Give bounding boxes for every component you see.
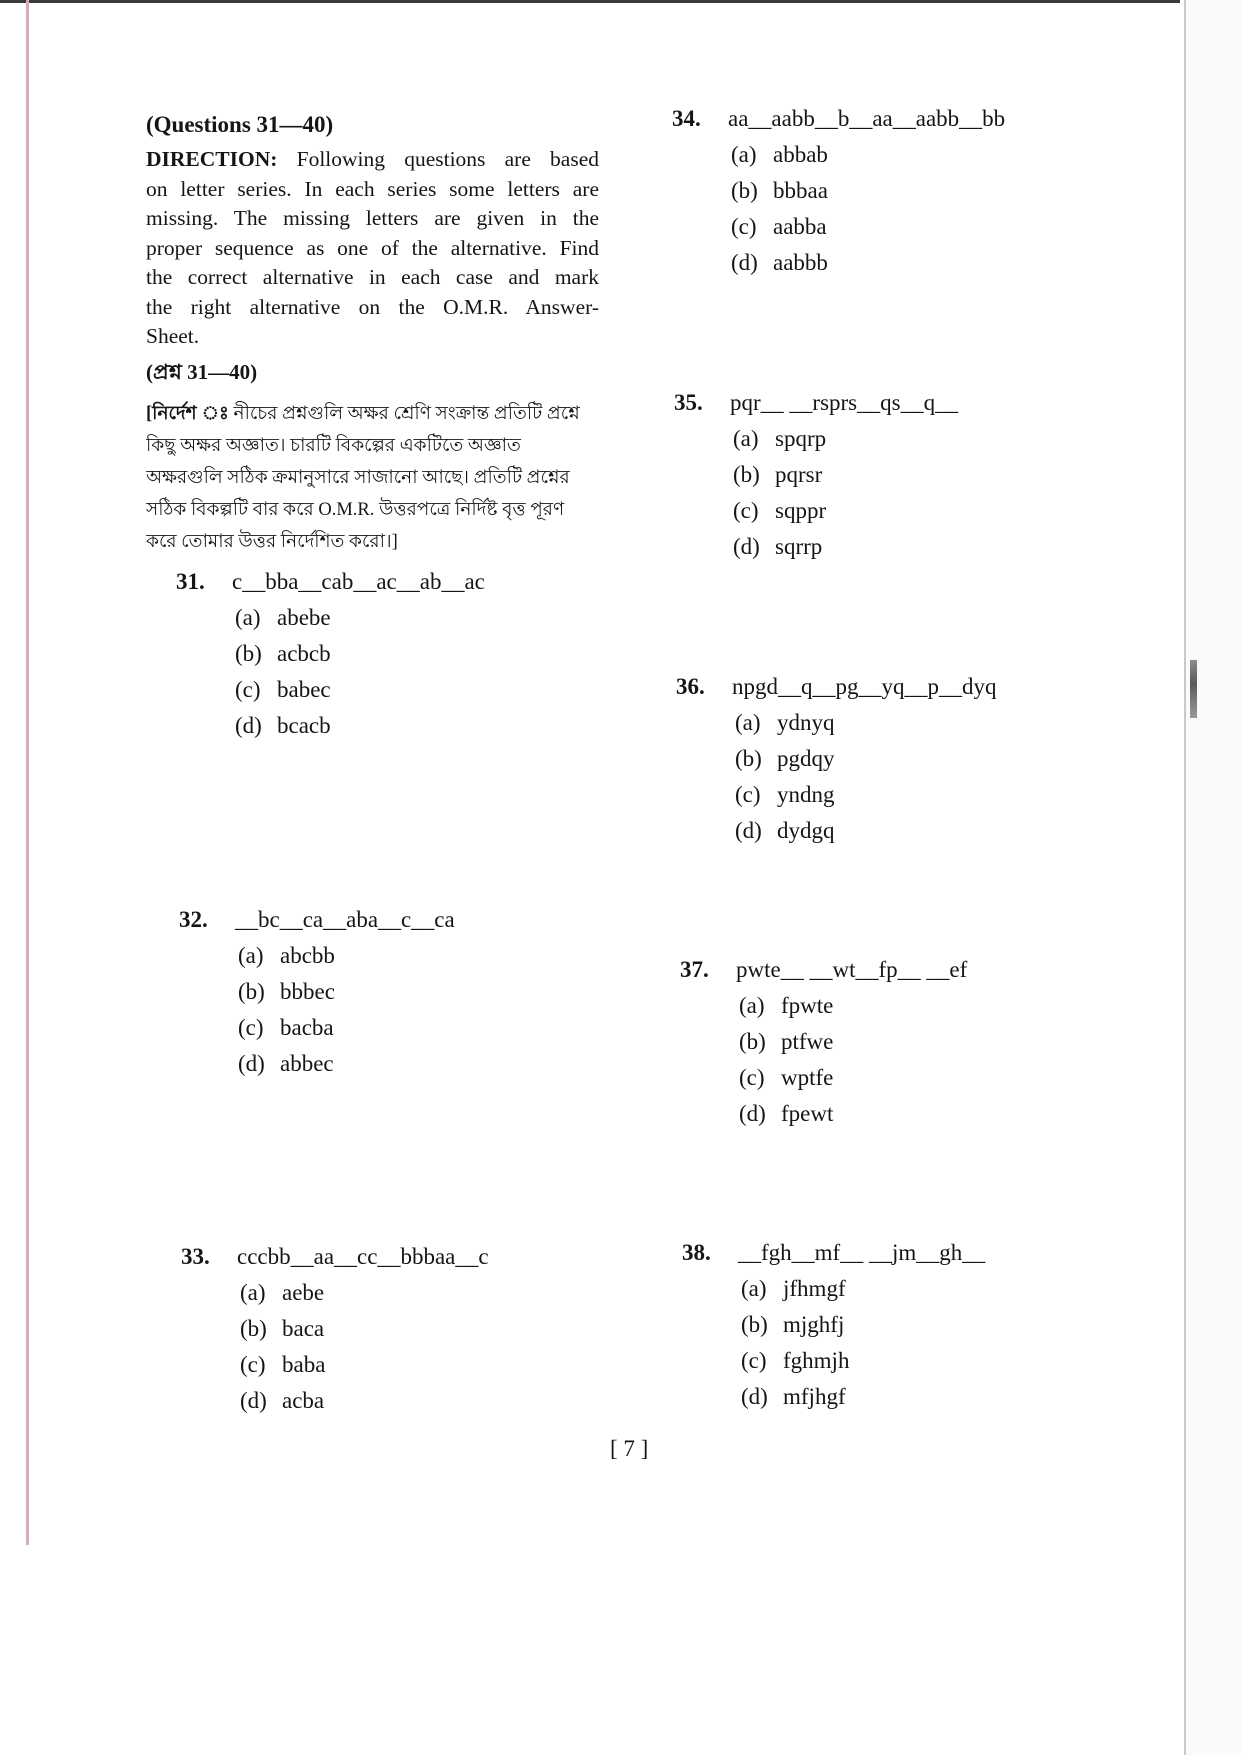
option-label: (a)	[238, 943, 264, 968]
option-text: aabbb	[773, 250, 828, 275]
option-label: (c)	[731, 214, 757, 239]
option-label: (d)	[238, 1051, 265, 1076]
option-text: sqppr	[775, 498, 827, 523]
option-text: spqrp	[775, 426, 827, 451]
option-label: (b)	[741, 1312, 768, 1337]
question-36	[676, 669, 997, 849]
option-text: abbec	[280, 1051, 334, 1076]
option-text: dydgq	[777, 818, 835, 843]
direction-bengali-label: [নির্দেশ ঃ	[146, 404, 229, 424]
question-series: pwte__ __wt__fp__ __ef	[736, 957, 968, 982]
option-label: (b)	[735, 746, 762, 771]
option-d	[179, 1046, 455, 1082]
question-series: pqr__ __rsprs__qs__q__	[730, 390, 959, 415]
option-label: (b)	[733, 462, 760, 487]
direction-line: the right alternative on the O.M.R. Answer-	[146, 294, 599, 319]
direction-bengali-line: কিছু অক্ষর অজ্ঞাত। চারটি বিকল্পের একটিতে অজ্ঞাত	[146, 436, 521, 456]
option-label: (c)	[741, 1348, 767, 1373]
option-c	[674, 493, 958, 529]
question-series: cccbb__aa__cc__bbbaa__c	[237, 1244, 489, 1269]
option-label: (b)	[238, 979, 265, 1004]
option-label: (c)	[739, 1065, 765, 1090]
direction-bengali-line	[146, 398, 606, 430]
option-label: (c)	[735, 782, 761, 807]
question-series: npgd__q__pg__yq__p__dyq	[732, 674, 997, 699]
section-title: (Questions 31—40)	[146, 112, 334, 137]
direction-bengali-line: করে তোমার উত্তর নির্দেশিত করো।]	[146, 532, 398, 552]
option-label: (d)	[741, 1384, 768, 1409]
scan-right-margin	[1186, 0, 1242, 1755]
option-label: (a)	[735, 710, 761, 735]
scan-left-edge	[26, 0, 29, 1545]
scan-edge-mark	[1190, 660, 1197, 718]
direction-line: missing. The missing letters are given in the	[146, 206, 599, 230]
option-c	[181, 1347, 489, 1383]
option-b	[674, 457, 958, 493]
option-text: aebe	[282, 1280, 325, 1305]
question-37	[680, 952, 967, 1132]
option-label: (d)	[235, 713, 262, 738]
option-a	[676, 705, 997, 741]
option-d	[672, 245, 1005, 281]
option-text: fpewt	[781, 1101, 834, 1126]
option-d	[181, 1383, 489, 1419]
direction-line	[146, 145, 599, 175]
option-c	[179, 1010, 455, 1046]
option-text: mjghfj	[783, 1312, 845, 1337]
option-b	[181, 1311, 489, 1347]
option-label: (b)	[739, 1029, 766, 1054]
option-text: baba	[282, 1352, 326, 1377]
option-d	[674, 529, 958, 565]
option-a	[674, 421, 958, 457]
option-text: ptfwe	[781, 1029, 834, 1054]
option-b	[672, 173, 1005, 209]
direction-bengali-line: সঠিক বিকল্পটি বার করে O.M.R. উত্তরপত্রে নির্দিষ্ট বৃত্ত পূরণ	[146, 500, 565, 520]
question-series: c__bba__cab__ac__ab__ac	[232, 569, 485, 594]
option-a	[682, 1271, 985, 1307]
option-a	[672, 137, 1005, 173]
option-a	[176, 600, 485, 636]
direction-line: proper sequence as one of the alternative. Find	[146, 235, 599, 260]
direction-bengali-line-text: নীচের প্রশ্নগুলি অক্ষর শ্রেণি সংক্রান্ত প্রতিটি প্রশ্নে	[233, 404, 580, 424]
question-35	[674, 385, 958, 565]
option-label: (b)	[235, 641, 262, 666]
option-label: (d)	[739, 1101, 766, 1126]
direction-text-bengali	[146, 398, 606, 558]
option-text: abebe	[277, 605, 331, 630]
option-text: jfhmgf	[783, 1276, 846, 1301]
question-number: 37.	[680, 957, 709, 982]
scan-top-edge	[0, 0, 1180, 3]
option-text: mfjhgf	[783, 1384, 846, 1409]
option-label: (a)	[739, 993, 765, 1018]
option-text: acba	[282, 1388, 325, 1413]
question-number: 35.	[674, 390, 703, 415]
direction-text	[146, 145, 599, 352]
option-b	[682, 1307, 985, 1343]
option-label: (d)	[733, 534, 760, 559]
option-c	[176, 672, 485, 708]
option-text: sqrrp	[775, 534, 823, 559]
option-a	[680, 988, 967, 1024]
option-label: (a)	[733, 426, 759, 451]
option-text: fpwte	[781, 993, 834, 1018]
option-c	[676, 777, 997, 813]
option-text: bbbec	[280, 979, 335, 1004]
direction-bengali-line: অক্ষরগুলি সঠিক ক্রমানুসারে সাজানো আছে। প্রতিটি প্রশ্নের	[146, 468, 570, 488]
option-a	[181, 1275, 489, 1311]
option-d	[680, 1096, 967, 1132]
option-text: baca	[282, 1316, 325, 1341]
option-d	[682, 1379, 985, 1415]
page-number: [ 7 ]	[610, 1436, 649, 1461]
option-text: babec	[277, 677, 331, 702]
scan-right-edge	[1184, 0, 1186, 1755]
question-number: 34.	[672, 106, 701, 131]
option-text: bbbaa	[773, 178, 828, 203]
option-label: (c)	[240, 1352, 266, 1377]
option-label: (d)	[240, 1388, 267, 1413]
option-label: (d)	[735, 818, 762, 843]
option-label: (c)	[238, 1015, 264, 1040]
option-a	[179, 938, 455, 974]
direction-line: the correct alternative in each case and mark	[146, 265, 599, 289]
option-text: abcbb	[280, 943, 335, 968]
option-text: ydnyq	[777, 710, 835, 735]
question-38	[682, 1235, 985, 1415]
option-text: yndng	[777, 782, 835, 807]
option-text: pqrsr	[775, 462, 823, 487]
option-c	[682, 1343, 985, 1379]
question-32	[179, 902, 455, 1082]
option-label: (a)	[731, 142, 757, 167]
question-series: __bc__ca__aba__c__ca	[235, 907, 455, 932]
option-b	[179, 974, 455, 1010]
option-d	[176, 708, 485, 744]
option-c	[672, 209, 1005, 245]
option-text: aabba	[773, 214, 827, 239]
question-34	[672, 101, 1005, 281]
option-text: acbcb	[277, 641, 331, 666]
question-33	[181, 1239, 489, 1419]
section-title-bengali: (প্রশ্ন 31—40)	[146, 360, 258, 384]
option-label: (c)	[235, 677, 261, 702]
question-number: 33.	[181, 1244, 210, 1269]
question-series: aa__aabb__b__aa__aabb__bb	[728, 106, 1006, 131]
option-b	[176, 636, 485, 672]
question-number: 38.	[682, 1240, 711, 1265]
direction-line-text: Following questions are based	[296, 147, 600, 171]
option-label: (a)	[741, 1276, 767, 1301]
option-text: fghmjh	[783, 1348, 850, 1373]
option-label: (a)	[240, 1280, 266, 1305]
option-label: (a)	[235, 605, 261, 630]
option-text: wptfe	[781, 1065, 834, 1090]
option-label: (d)	[731, 250, 758, 275]
option-text: bacba	[280, 1015, 334, 1040]
question-31	[176, 564, 485, 744]
option-text: abbab	[773, 142, 828, 167]
option-label: (b)	[240, 1316, 267, 1341]
question-number: 31.	[176, 569, 205, 594]
option-c	[680, 1060, 967, 1096]
option-text: pgdqy	[777, 746, 835, 771]
question-series: __fgh__mf__ __jm__gh__	[738, 1240, 986, 1265]
option-b	[676, 741, 997, 777]
question-number: 36.	[676, 674, 705, 699]
direction-line: on letter series. In each series some letters are	[146, 176, 599, 201]
option-label: (b)	[731, 178, 758, 203]
direction-line: Sheet.	[146, 324, 200, 348]
option-text: bcacb	[277, 713, 331, 738]
question-number: 32.	[179, 907, 208, 932]
option-d	[676, 813, 997, 849]
option-b	[680, 1024, 967, 1060]
option-label: (c)	[733, 498, 759, 523]
direction-label: DIRECTION:	[146, 147, 278, 171]
